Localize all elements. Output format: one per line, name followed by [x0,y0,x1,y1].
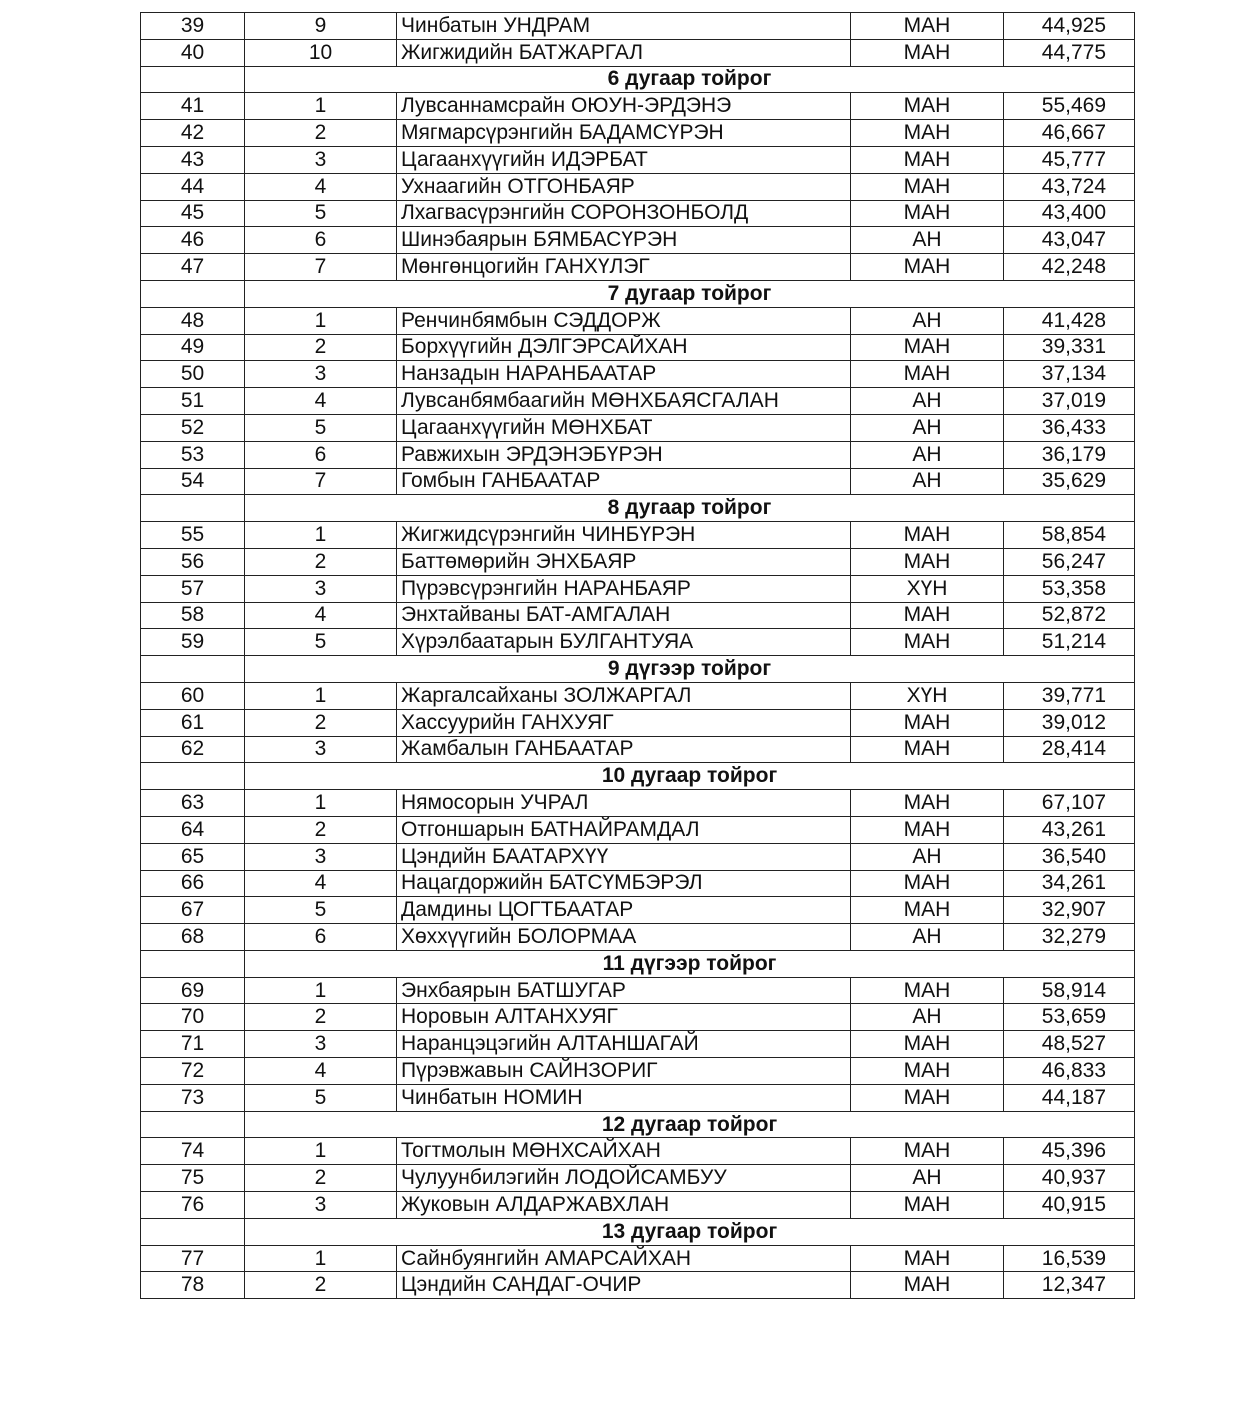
vote-count: 43,047 [1004,227,1135,254]
candidate-number: 73 [141,1084,245,1111]
vote-count: 12,347 [1004,1272,1135,1299]
district-rank: 1 [245,977,397,1004]
candidate-name: Ухнаагийн ОТГОНБАЯР [397,173,851,200]
vote-count: 36,433 [1004,414,1135,441]
district-rank: 5 [245,897,397,924]
district-rank: 1 [245,790,397,817]
candidate-number: 49 [141,334,245,361]
candidate-name: Энхбаярын БАТШУГАР [397,977,851,1004]
candidate-row [141,1245,1135,1272]
district-header-row [141,950,1135,977]
candidate-number: 62 [141,736,245,763]
vote-count: 43,261 [1004,816,1135,843]
vote-count: 32,279 [1004,924,1135,951]
candidate-name: Лхагвасүрэнгийн СОРОНЗОНБОЛД [397,200,851,227]
party-abbreviation: МАН [851,120,1004,147]
district-rank: 6 [245,441,397,468]
vote-count: 53,659 [1004,1004,1135,1031]
candidate-number: 42 [141,120,245,147]
party-abbreviation: МАН [851,334,1004,361]
party-abbreviation: ХҮН [851,575,1004,602]
vote-count: 34,261 [1004,870,1135,897]
candidate-row [141,843,1135,870]
party-abbreviation: МАН [851,629,1004,656]
party-abbreviation: МАН [851,1272,1004,1299]
candidate-number: 70 [141,1004,245,1031]
candidate-number: 68 [141,924,245,951]
district-rank: 3 [245,146,397,173]
district-rank: 6 [245,924,397,951]
candidate-name: Цагаанхүүгийн ИДЭРБАТ [397,146,851,173]
candidate-number: 39 [141,13,245,40]
district-header-row [141,280,1135,307]
candidate-number: 52 [141,414,245,441]
candidate-number: 76 [141,1192,245,1219]
district-rank: 5 [245,1084,397,1111]
district-rank: 7 [245,468,397,495]
candidate-row [141,1031,1135,1058]
candidate-name: Сайнбуянгийн АМАРСАЙХАН [397,1245,851,1272]
district-rank: 2 [245,1004,397,1031]
vote-count: 46,833 [1004,1058,1135,1085]
district-label: 12 дугаар тойрог [245,1111,1135,1138]
election-results-table [140,12,1135,1299]
vote-count: 41,428 [1004,307,1135,334]
candidate-number: 67 [141,897,245,924]
results-table-body [141,13,1135,1299]
party-abbreviation: МАН [851,200,1004,227]
district-empty-cell [141,950,245,977]
candidate-number: 78 [141,1272,245,1299]
district-rank: 6 [245,227,397,254]
district-rank: 4 [245,602,397,629]
candidate-name: Ренчинбямбын СЭДДОРЖ [397,307,851,334]
vote-count: 44,925 [1004,13,1135,40]
candidate-row [141,1192,1135,1219]
candidate-name: Хөххүүгийн БОЛОРМАА [397,924,851,951]
party-abbreviation: МАН [851,1245,1004,1272]
candidate-name: Жигжидсүрэнгийн ЧИНБҮРЭН [397,522,851,549]
candidate-row [141,977,1135,1004]
district-rank: 2 [245,120,397,147]
candidate-row [141,924,1135,951]
candidate-row [141,1084,1135,1111]
party-abbreviation: МАН [851,1031,1004,1058]
candidate-row [141,13,1135,40]
candidate-row [141,1272,1135,1299]
district-rank: 10 [245,39,397,66]
district-header-row [141,495,1135,522]
candidate-name: Лувсанбямбаагийн МӨНХБАЯСГАЛАН [397,388,851,415]
vote-count: 36,179 [1004,441,1135,468]
candidate-name: Равжихын ЭРДЭНЭБҮРЭН [397,441,851,468]
party-abbreviation: АН [851,468,1004,495]
district-empty-cell [141,495,245,522]
candidate-number: 47 [141,254,245,281]
candidate-row [141,790,1135,817]
district-empty-cell [141,66,245,93]
candidate-number: 77 [141,1245,245,1272]
vote-count: 58,914 [1004,977,1135,1004]
vote-count: 45,777 [1004,146,1135,173]
party-abbreviation: МАН [851,1138,1004,1165]
candidate-row [141,1138,1135,1165]
district-rank: 5 [245,200,397,227]
district-rank: 4 [245,870,397,897]
party-abbreviation: ХҮН [851,682,1004,709]
candidate-name: Дамдины ЦОГТБААТАР [397,897,851,924]
candidate-number: 56 [141,548,245,575]
vote-count: 44,187 [1004,1084,1135,1111]
candidate-name: Чулуунбилэгийн ЛОДОЙСАМБУУ [397,1165,851,1192]
candidate-name: Нямосорын УЧРАЛ [397,790,851,817]
candidate-row [141,146,1135,173]
party-abbreviation: МАН [851,548,1004,575]
candidate-row [141,200,1135,227]
district-rank: 7 [245,254,397,281]
district-rank: 2 [245,816,397,843]
party-abbreviation: АН [851,307,1004,334]
district-rank: 9 [245,13,397,40]
candidate-name: Энхтайваны БАТ-АМГАЛАН [397,602,851,629]
party-abbreviation: МАН [851,602,1004,629]
candidate-name: Баттөмөрийн ЭНХБАЯР [397,548,851,575]
candidate-number: 44 [141,173,245,200]
vote-count: 46,667 [1004,120,1135,147]
candidate-name: Пүрэвсүрэнгийн НАРАНБАЯР [397,575,851,602]
vote-count: 40,937 [1004,1165,1135,1192]
candidate-name: Тогтмолын МӨНХСАЙХАН [397,1138,851,1165]
candidate-row [141,334,1135,361]
vote-count: 37,019 [1004,388,1135,415]
vote-count: 39,012 [1004,709,1135,736]
candidate-name: Пүрэвжавын САЙНЗОРИГ [397,1058,851,1085]
candidate-name: Цэндийн БААТАРХҮҮ [397,843,851,870]
district-rank: 1 [245,93,397,120]
candidate-row [141,254,1135,281]
candidate-number: 53 [141,441,245,468]
candidate-number: 57 [141,575,245,602]
candidate-row [141,682,1135,709]
party-abbreviation: АН [851,227,1004,254]
vote-count: 35,629 [1004,468,1135,495]
candidate-number: 69 [141,977,245,1004]
party-abbreviation: МАН [851,1192,1004,1219]
candidate-row [141,227,1135,254]
candidate-name: Лувсаннамсрайн ОЮУН-ЭРДЭНЭ [397,93,851,120]
candidate-number: 41 [141,93,245,120]
district-rank: 3 [245,1031,397,1058]
district-empty-cell [141,280,245,307]
vote-count: 67,107 [1004,790,1135,817]
candidate-row [141,1165,1135,1192]
candidate-row [141,414,1135,441]
candidate-row [141,1004,1135,1031]
district-rank: 5 [245,414,397,441]
district-rank: 3 [245,575,397,602]
candidate-row [141,441,1135,468]
district-rank: 4 [245,173,397,200]
district-header-row [141,66,1135,93]
party-abbreviation: МАН [851,522,1004,549]
district-label: 9 дүгээр тойрог [245,656,1135,683]
vote-count: 40,915 [1004,1192,1135,1219]
candidate-number: 71 [141,1031,245,1058]
candidate-name: Мягмарсүрэнгийн БАДАМСҮРЭН [397,120,851,147]
party-abbreviation: АН [851,414,1004,441]
district-header-row [141,1218,1135,1245]
candidate-row [141,522,1135,549]
candidate-name: Нанзадын НАРАНБААТАР [397,361,851,388]
vote-count: 51,214 [1004,629,1135,656]
district-rank: 3 [245,736,397,763]
candidate-name: Хүрэлбаатарын БУЛГАНТУЯА [397,629,851,656]
vote-count: 37,134 [1004,361,1135,388]
candidate-name: Цэндийн САНДАГ-ОЧИР [397,1272,851,1299]
district-rank: 1 [245,1245,397,1272]
district-rank: 1 [245,1138,397,1165]
district-label: 7 дугаар тойрог [245,280,1135,307]
vote-count: 43,400 [1004,200,1135,227]
district-label: 6 дугаар тойрог [245,66,1135,93]
district-rank: 2 [245,1165,397,1192]
vote-count: 16,539 [1004,1245,1135,1272]
candidate-name: Цагаанхүүгийн МӨНХБАТ [397,414,851,441]
district-rank: 3 [245,361,397,388]
candidate-row [141,120,1135,147]
party-abbreviation: МАН [851,1058,1004,1085]
vote-count: 39,771 [1004,682,1135,709]
party-abbreviation: МАН [851,870,1004,897]
party-abbreviation: АН [851,1004,1004,1031]
district-label: 11 дүгээр тойрог [245,950,1135,977]
candidate-number: 63 [141,790,245,817]
party-abbreviation: МАН [851,897,1004,924]
party-abbreviation: МАН [851,146,1004,173]
party-abbreviation: МАН [851,736,1004,763]
district-header-row [141,656,1135,683]
candidate-name: Отгоншарын БАТНАЙРАМДАЛ [397,816,851,843]
candidate-number: 55 [141,522,245,549]
vote-count: 43,724 [1004,173,1135,200]
candidate-row [141,361,1135,388]
district-label: 13 дугаар тойрог [245,1218,1135,1245]
candidate-name: Гомбын ГАНБААТАР [397,468,851,495]
candidate-row [141,709,1135,736]
candidate-number: 48 [141,307,245,334]
vote-count: 28,414 [1004,736,1135,763]
district-empty-cell [141,1111,245,1138]
candidate-name: Нацагдоржийн БАТСҮМБЭРЭЛ [397,870,851,897]
vote-count: 58,854 [1004,522,1135,549]
candidate-row [141,388,1135,415]
candidate-row [141,736,1135,763]
vote-count: 45,396 [1004,1138,1135,1165]
candidate-number: 58 [141,602,245,629]
district-rank: 1 [245,522,397,549]
district-header-row [141,1111,1135,1138]
district-rank: 3 [245,843,397,870]
candidate-row [141,897,1135,924]
party-abbreviation: МАН [851,93,1004,120]
party-abbreviation: МАН [851,709,1004,736]
candidate-name: Наранцэцэгийн АЛТАНШАГАЙ [397,1031,851,1058]
vote-count: 36,540 [1004,843,1135,870]
candidate-number: 60 [141,682,245,709]
candidate-name: Жамбалын ГАНБААТАР [397,736,851,763]
district-rank: 3 [245,1192,397,1219]
party-abbreviation: МАН [851,254,1004,281]
party-abbreviation: МАН [851,977,1004,1004]
candidate-number: 40 [141,39,245,66]
candidate-name: Жуковын АЛДАРЖАВХЛАН [397,1192,851,1219]
district-rank: 1 [245,307,397,334]
district-label: 8 дугаар тойрог [245,495,1135,522]
district-rank: 2 [245,334,397,361]
vote-count: 52,872 [1004,602,1135,629]
candidate-number: 66 [141,870,245,897]
candidate-number: 59 [141,629,245,656]
party-abbreviation: МАН [851,1084,1004,1111]
candidate-number: 50 [141,361,245,388]
vote-count: 39,331 [1004,334,1135,361]
candidate-row [141,1058,1135,1085]
district-rank: 2 [245,709,397,736]
candidate-number: 75 [141,1165,245,1192]
candidate-number: 46 [141,227,245,254]
candidate-row [141,629,1135,656]
party-abbreviation: МАН [851,361,1004,388]
candidate-row [141,602,1135,629]
district-rank: 2 [245,548,397,575]
candidate-name: Мөнгөнцогийн ГАНХҮЛЭГ [397,254,851,281]
candidate-number: 74 [141,1138,245,1165]
candidate-name: Норовын АЛТАНХУЯГ [397,1004,851,1031]
district-empty-cell [141,763,245,790]
candidate-number: 64 [141,816,245,843]
vote-count: 55,469 [1004,93,1135,120]
candidate-row [141,816,1135,843]
candidate-number: 65 [141,843,245,870]
candidate-name: Чинбатын УНДРАМ [397,13,851,40]
candidate-number: 72 [141,1058,245,1085]
candidate-number: 54 [141,468,245,495]
candidate-number: 61 [141,709,245,736]
party-abbreviation: АН [851,924,1004,951]
candidate-row [141,870,1135,897]
district-header-row [141,763,1135,790]
district-rank: 2 [245,1272,397,1299]
district-rank: 4 [245,1058,397,1085]
district-rank: 1 [245,682,397,709]
candidate-name: Жаргалсайханы ЗОЛЖАРГАЛ [397,682,851,709]
candidate-row [141,173,1135,200]
candidate-row [141,93,1135,120]
district-empty-cell [141,1218,245,1245]
candidate-row [141,307,1135,334]
district-rank: 5 [245,629,397,656]
party-abbreviation: АН [851,441,1004,468]
candidate-number: 51 [141,388,245,415]
candidate-name: Хассуурийн ГАНХУЯГ [397,709,851,736]
candidate-name: Борхүүгийн ДЭЛГЭРСАЙХАН [397,334,851,361]
party-abbreviation: МАН [851,173,1004,200]
vote-count: 56,247 [1004,548,1135,575]
vote-count: 48,527 [1004,1031,1135,1058]
candidate-number: 43 [141,146,245,173]
party-abbreviation: АН [851,1165,1004,1192]
vote-count: 44,775 [1004,39,1135,66]
candidate-row [141,548,1135,575]
candidate-name: Шинэбаярын БЯМБАСҮРЭН [397,227,851,254]
party-abbreviation: АН [851,388,1004,415]
party-abbreviation: МАН [851,13,1004,40]
vote-count: 32,907 [1004,897,1135,924]
party-abbreviation: АН [851,843,1004,870]
candidate-number: 45 [141,200,245,227]
candidate-name: Жигжидийн БАТЖАРГАЛ [397,39,851,66]
party-abbreviation: МАН [851,816,1004,843]
party-abbreviation: МАН [851,790,1004,817]
candidate-name: Чинбатын НОМИН [397,1084,851,1111]
district-label: 10 дугаар тойрог [245,763,1135,790]
district-rank: 4 [245,388,397,415]
vote-count: 53,358 [1004,575,1135,602]
party-abbreviation: МАН [851,39,1004,66]
candidate-row [141,468,1135,495]
candidate-row [141,39,1135,66]
candidate-row [141,575,1135,602]
district-empty-cell [141,656,245,683]
vote-count: 42,248 [1004,254,1135,281]
